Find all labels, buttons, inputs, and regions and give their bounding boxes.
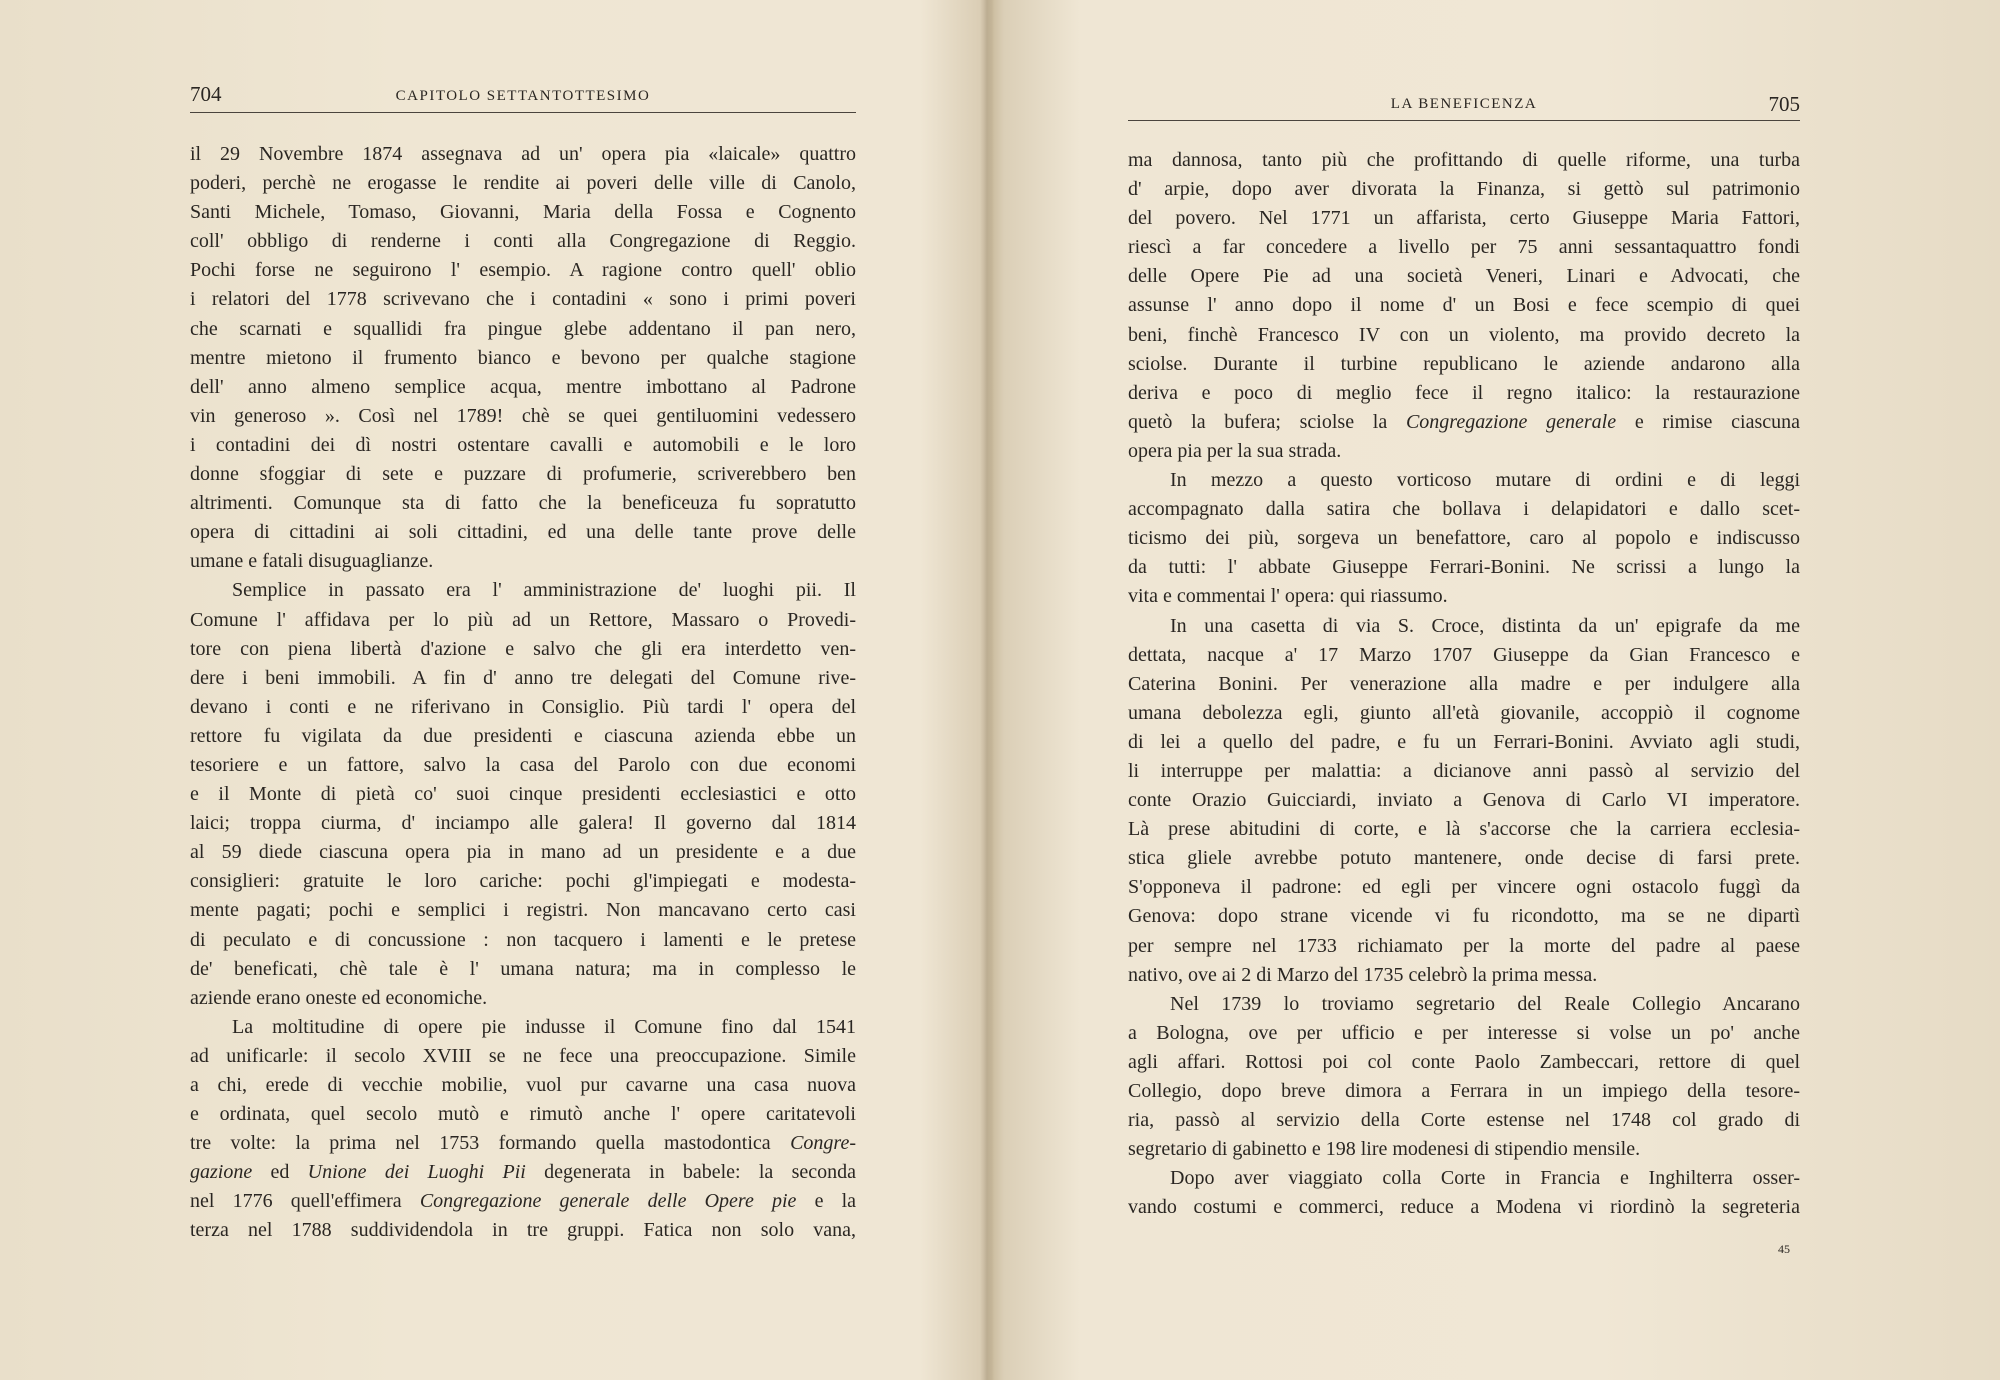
- text-line: terza nel 1788 suddividendola in tre gruppi. Fatica non solo vana,: [190, 1219, 856, 1242]
- text-line: [1128, 408, 1800, 437]
- text-line: coll' obbligo di renderne i conti alla Congregazione di Reggio.: [190, 230, 856, 253]
- italic-run: Congregazione generale: [1405, 410, 1617, 433]
- text-line: i relatori del 1778 scrivevano che i contadini « sono i primi poveri: [190, 288, 856, 311]
- italic-run: Congregazione generale delle Opere pie: [419, 1190, 797, 1213]
- text-line: a Bologna, ove per ufficio e per interesse si volse un po' anche: [1128, 1021, 1800, 1044]
- text-line: umana debolezza egli, giunto all'età giovanile, accoppiò il cognome: [1128, 701, 1800, 724]
- text-line: Nel 1739 lo troviamo segretario del Reale Collegio Ancarano: [1170, 992, 1800, 1015]
- text-line: Caterina Bonini. Per venerazione alla madre e per indulgere alla: [1128, 672, 1800, 695]
- text-line: Dopo aver viaggiato colla Corte in Francia e Inghilterra osser-: [1170, 1167, 1800, 1190]
- text-line: il 29 Novembre 1874 assegnava ad un' opera pia «laicale» quattro: [190, 143, 856, 165]
- right-running-head: LA BENEFICENZA: [1390, 96, 1538, 112]
- text-line: umane e fatali disuguaglianze.: [190, 550, 434, 573]
- italic-run: gazione: [190, 1161, 253, 1184]
- text-line: In una casetta di via S. Croce, distinta da un' epigrafe da me: [1170, 614, 1800, 637]
- book-gutter: [980, 0, 994, 1380]
- text-line: assunse l' anno dopo il nome d' un Bosi e fece scempio di quei: [1128, 294, 1800, 317]
- text-run: e la: [814, 1190, 856, 1213]
- text-line: mentre mietono il frumento bianco e bevono per qualche stagione: [190, 346, 856, 369]
- text-line: Semplice in passato era l' amministrazione de' luoghi pii. Il: [232, 579, 856, 602]
- text-line: de' beneficati, chè tale è l' umana natura; ma in complesso le: [190, 957, 856, 980]
- text-line: nativo, ove ai 2 di Marzo del 1735 celebrò la prima messa.: [1128, 963, 1598, 986]
- text-line: i contadini dei dì nostri ostentare cavalli e automobili e le loro: [190, 433, 856, 456]
- right-page-text: [1128, 146, 1800, 1222]
- text-line: d' arpie, dopo aver divorata la Finanza, si gettò sul patrimonio: [1128, 178, 1800, 201]
- text-line: Pochi forse ne seguirono l' esempio. A ragione contro quell' oblio: [190, 259, 856, 282]
- text-line: delle Opere Pie ad una società Veneri, Linari e Advocati, che: [1128, 265, 1800, 288]
- text-line: [190, 1129, 856, 1158]
- text-line: Collegio, dopo breve dimora a Ferrara in un impiego della tesore-: [1128, 1080, 1800, 1102]
- text-line: accompagnato dalla satira che bollava i delapidatori e dallo scet-: [1128, 498, 1800, 521]
- text-line: vin generoso ». Così nel 1789! chè se quei gentiluomini vedessero: [190, 404, 856, 427]
- text-line: di lei a quello del padre, e fu un Ferrari-Bonini. Avviato agli studi,: [1128, 730, 1800, 753]
- text-line: sciolse. Durante il turbine republicano le aziende andarono alla: [1128, 352, 1800, 375]
- text-line: da tutti: l' abbate Giuseppe Ferrari-Bonini. Ne scrissi a lungo la: [1128, 556, 1800, 579]
- right-page-number: 705: [1768, 92, 1800, 116]
- text-line: La moltitudine di opere pie indusse il Comune fino dal 1541: [232, 1015, 856, 1038]
- text-line: Santi Michele, Tomaso, Giovanni, Maria della Fossa e Cognento: [190, 201, 856, 224]
- text-line: devano i conti e ne riferivano in Consiglio. Più tardi l' opera del: [190, 695, 856, 718]
- left-page-header: [190, 80, 856, 113]
- text-line: dere i beni immobili. A fin d' anno tre delegati del Comune rive-: [190, 666, 856, 689]
- text-line: S'opponeva il padrone: ed egli per vincere ogni ostacolo fuggì da: [1128, 876, 1800, 899]
- text-line: Là prese abitudini di corte, e là s'accorse che la carriera ecclesia-: [1128, 818, 1800, 841]
- text-line: segretario di gabinetto e 198 lire modenesi di stipendio mensile.: [1128, 1138, 1641, 1161]
- text-line: per sempre nel 1733 richiamato per la morte del padre al paese: [1128, 934, 1800, 957]
- text-line: ticismo dei più, sorgeva un benefattore, caro al popolo e indiscusso: [1128, 527, 1800, 550]
- text-line: poderi, perchè ne erogasse le rendite ai poveri delle ville di Canolo,: [190, 172, 856, 195]
- text-line: tore con piena libertà d'azione e salvo che gli era interdetto ven-: [190, 637, 856, 660]
- right-page-header: [1128, 80, 1800, 121]
- text-line: al 59 diede ciascuna opera pia in mano ad un presidente e a due: [190, 841, 856, 864]
- text-line: donne sfoggiar di sete e puzzare di profumerie, scriverebbero ben: [190, 463, 856, 486]
- text-line: vando costumi e commerci, reduce a Modena vi riordinò la segreteria: [1128, 1196, 1800, 1219]
- text-line: In mezzo a questo vorticoso mutare di ordini e di leggi: [1170, 469, 1800, 492]
- text-line: li interruppe per malattia: a dicianove anni passò al servizio del: [1128, 759, 1800, 782]
- text-line: [190, 1158, 856, 1187]
- text-line: Genova: dopo strane vicende vi fu ricondotto, ma se ne dipartì: [1128, 905, 1800, 928]
- text-line: [190, 1187, 856, 1216]
- text-line: a chi, erede di vecchie mobilie, vuol pur cavarne una casa nuova: [190, 1074, 856, 1096]
- signature-mark: 45: [1778, 1242, 1790, 1256]
- text-line: altrimenti. Comunque sta di fatto che la beneficeuza fu sopratutto: [190, 492, 856, 515]
- text-line: dell' anno almeno semplice acqua, mentre imbottano al Padrone: [190, 375, 856, 398]
- left-page-text: [190, 140, 856, 1246]
- left-page-number: 704: [190, 82, 222, 106]
- italic-run: Congre-: [790, 1132, 856, 1155]
- text-line: tesoriere e un fattore, salvo la casa del Parolo con due economi: [190, 753, 856, 776]
- text-line: ma dannosa, tanto più che profittando di quelle riforme, una turba: [1128, 149, 1800, 171]
- text-line: stica gliele avrebbe potuto mantenere, onde decise di farsi prete.: [1128, 847, 1800, 870]
- text-line: e il Monte di pietà co' suoi cinque presidenti ecclesiastici e otto: [190, 783, 856, 806]
- text-run: e rimise ciascuna: [1634, 410, 1800, 433]
- text-line: mente pagati; pochi e semplici i registri. Non mancavano certo casi: [190, 899, 856, 922]
- text-line: e ordinata, quel secolo mutò e rimutò anche l' opere caritatevoli: [190, 1103, 856, 1126]
- text-run: quetò la bufera; sciolse la: [1128, 410, 1388, 433]
- text-line: vita e commentai l' opera: qui riassumo.: [1128, 585, 1448, 608]
- italic-run: Unione dei Luoghi Pii: [307, 1161, 526, 1184]
- text-line: conte Orazio Guicciardi, inviato a Genova di Carlo VI imperatore.: [1128, 789, 1800, 812]
- text-line: del povero. Nel 1771 un affarista, certo Giuseppe Maria Fattori,: [1128, 207, 1800, 230]
- text-run: nel 1776 quell'effimera: [190, 1190, 402, 1213]
- text-line: rettore fu vigilata da due presidenti e ciascuna azienda ebbe un: [190, 724, 856, 747]
- text-line: di peculato e di concussione : non tacquero i lamenti e le pretese: [190, 928, 856, 951]
- text-line: aziende erano oneste ed economiche.: [190, 986, 488, 1009]
- text-run: tre volte: la prima nel 1753 formando quella mastodontica: [190, 1132, 771, 1155]
- left-running-head: CAPITOLO SETTANTOTTESIMO: [395, 88, 651, 104]
- text-line: dettata, nacque a' 17 Marzo 1707 Giuseppe da Gian Francesco e: [1128, 643, 1800, 666]
- text-line: opera di cittadini ai soli cittadini, ed una delle tante prove delle: [190, 521, 856, 544]
- text-line: ria, passò al servizio della Corte estense nel 1748 col grado di: [1128, 1109, 1800, 1132]
- text-line: opera pia per la sua strada.: [1128, 439, 1342, 462]
- text-line: consiglieri: gratuite le loro cariche: pochi gl'impiegati e modesta-: [190, 870, 856, 893]
- text-run: degenerata in babele: la seconda: [544, 1161, 856, 1184]
- text-run: ed: [270, 1161, 290, 1184]
- text-line: che scarnati e squallidi fra pingue glebe addentano il pan nero,: [190, 317, 856, 340]
- text-line: beni, finchè Francesco IV con un violento, ma provido decreto la: [1128, 323, 1800, 346]
- text-line: laici; troppa ciurma, d' inciampo alle galera! Il governo dal 1814: [190, 812, 856, 835]
- text-line: Comune l' affidava per lo più ad un Rettore, Massaro o Provedi-: [190, 608, 856, 631]
- text-line: deriva e poco di meglio fece il regno italico: la restaurazione: [1128, 381, 1800, 404]
- text-line: ad unificarle: il secolo XVIII se ne fece una preoccupazione. Simile: [190, 1044, 856, 1067]
- text-line: agli affari. Rottosi poi col conte Paolo Zambeccari, rettore di quel: [1128, 1050, 1800, 1073]
- text-line: riescì a far concedere a livello per 75 anni sessantaquattro fondi: [1128, 236, 1800, 259]
